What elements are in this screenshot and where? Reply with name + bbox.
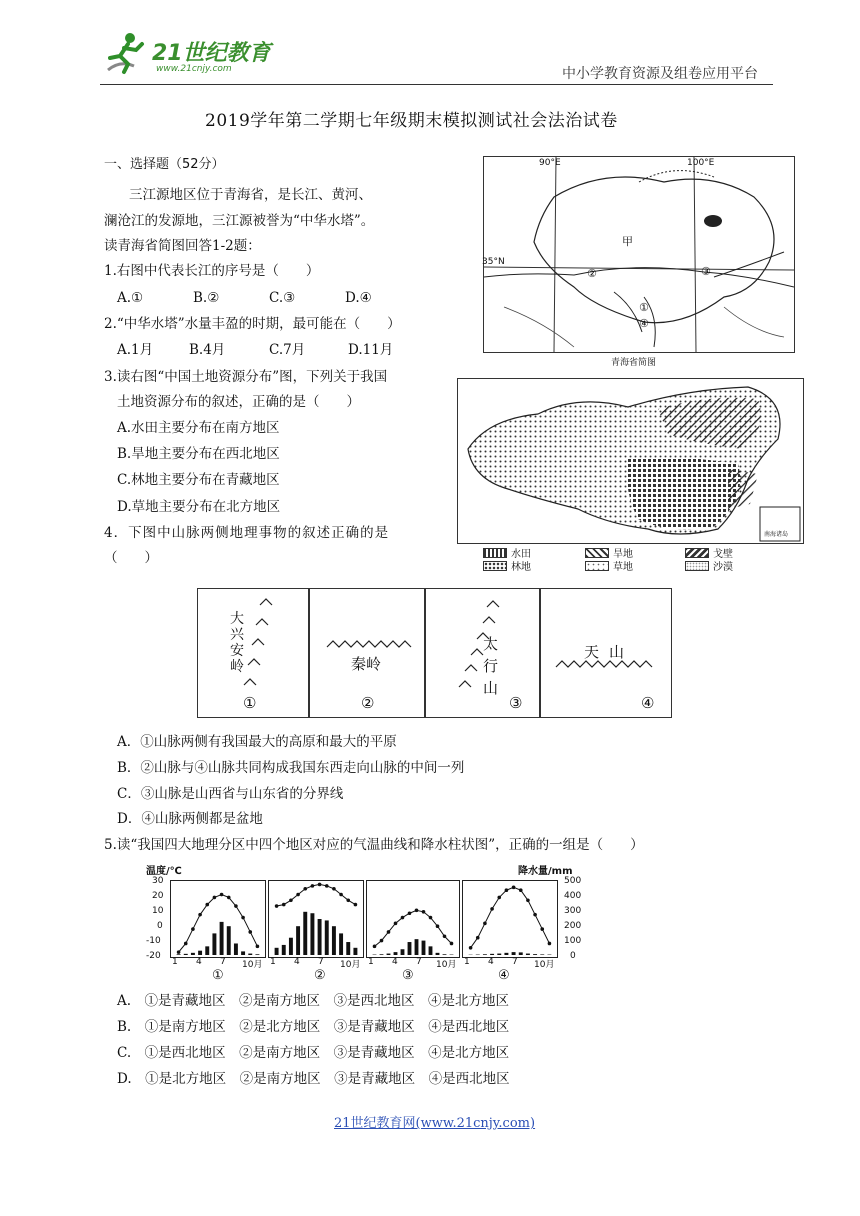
- precipitation-bar: [282, 945, 286, 955]
- desert-swatch-icon: [685, 561, 709, 571]
- precipitation-bar: [227, 926, 231, 955]
- precipitation-bar: [533, 954, 537, 955]
- temperature-line: [375, 910, 452, 946]
- x-tick: 4: [392, 957, 398, 967]
- q2-option-a[interactable]: A.1月: [117, 342, 154, 358]
- y-left-tick-m20: -20: [146, 951, 161, 961]
- q4-option-c[interactable]: C．③山脉是山西省与山东省的分界线: [117, 786, 344, 802]
- x-tick: 4: [488, 957, 494, 967]
- q3-stem-1: 3.读右图“中国土地资源分布”图，下列关于我国: [104, 369, 388, 385]
- mountain-num-2: ②: [361, 694, 375, 712]
- x-tick: 4: [294, 957, 300, 967]
- x-tick: 10月: [436, 960, 457, 970]
- temperature-point: [339, 893, 343, 897]
- china-map-inset-label: 南海诸岛: [764, 531, 789, 538]
- precipitation-bar: [198, 951, 202, 955]
- precipitation-bar: [540, 954, 544, 955]
- intro-line-2: 澜沧江的发源地，三江源被誉为“中华水塔”。: [104, 213, 375, 229]
- temperature-point: [483, 922, 487, 926]
- climate-plot-2: [269, 881, 363, 957]
- x-tick: 7: [318, 957, 324, 967]
- q2-option-b[interactable]: B.4月: [189, 342, 226, 358]
- qinghai-marker-3: ③: [701, 265, 711, 278]
- q3-stem-2: 土地资源分布的叙述，正确的是（ ）: [117, 394, 360, 410]
- legend-dryland-label: 旱地: [613, 549, 633, 560]
- temperature-point: [227, 896, 231, 900]
- q4-stem-2: （ ）: [104, 550, 158, 566]
- q1-option-a[interactable]: A.①: [117, 290, 144, 306]
- intro-line-1: 三江源地区位于青海省，是长江、黄河、: [129, 187, 372, 203]
- q1-option-c[interactable]: C.③: [269, 290, 296, 306]
- legend-forest-label: 林地: [511, 562, 531, 573]
- x-tick: 7: [220, 957, 226, 967]
- precipitation-bar: [212, 933, 216, 955]
- logo: [100, 30, 280, 80]
- q3-option-d[interactable]: D.草地主要分布在北方地区: [117, 499, 281, 515]
- x-tick: 7: [416, 957, 422, 967]
- precipitation-bar: [318, 919, 322, 955]
- header-rule: [100, 84, 773, 85]
- qinghai-marker-4: ④: [639, 317, 649, 330]
- q4-option-d[interactable]: D．④山脉两侧都是盆地: [117, 811, 263, 827]
- temperature-point: [191, 927, 195, 931]
- climate-chart-1: [170, 880, 266, 958]
- x-tick: 10月: [242, 960, 263, 970]
- precipitation-bar: [310, 913, 314, 955]
- climate-plot-4: [463, 881, 557, 957]
- precipitation-bar: [205, 946, 209, 955]
- temperature-point: [241, 916, 245, 920]
- temperature-point: [476, 936, 480, 940]
- precipitation-bar: [234, 943, 238, 955]
- y-right-tick-100: 100: [564, 936, 582, 946]
- qinghai-lat-35: 35°N: [482, 257, 505, 267]
- temperature-point: [512, 886, 516, 890]
- x-tick: 1: [172, 957, 178, 967]
- precipitation-bar: [220, 922, 224, 955]
- legend-desert-label: 沙漠: [713, 562, 733, 573]
- temperature-point: [354, 903, 358, 907]
- temperature-point: [422, 910, 426, 914]
- precipitation-bar: [519, 952, 523, 955]
- precipitation-bar: [504, 953, 508, 955]
- climate-label-4: ④: [498, 968, 510, 983]
- precipitation-bar: [303, 912, 307, 955]
- paddy-swatch-icon: [483, 548, 507, 558]
- x-tick: 10月: [340, 960, 361, 970]
- x-tick: 1: [368, 957, 374, 967]
- precipitation-bar: [191, 953, 195, 955]
- climate-charts: [140, 862, 600, 987]
- temperature-point: [533, 913, 537, 917]
- temperature-point: [415, 909, 419, 913]
- precipitation-bar: [289, 938, 293, 955]
- legend-paddy-label: 水田: [511, 549, 531, 560]
- temperature-point: [184, 942, 188, 946]
- precipitation-bar: [512, 952, 516, 955]
- page-title: 2019学年第二学期七年级期末模拟测试社会法治试卷: [205, 111, 618, 131]
- climate-label-2: ②: [314, 968, 326, 983]
- precipitation-bar: [184, 954, 188, 955]
- mountain-name-4: 天山: [584, 643, 635, 661]
- y-right-tick-0: 0: [570, 951, 576, 961]
- temperature-point: [303, 887, 307, 891]
- temperature-line: [471, 887, 550, 947]
- temperature-point: [394, 922, 398, 926]
- temperature-point: [450, 942, 454, 946]
- temperature-point: [325, 884, 329, 888]
- q4-option-a[interactable]: A．①山脉两侧有我国最大的高原和最大的平原: [117, 734, 397, 750]
- y-right-tick-500: 500: [564, 876, 582, 886]
- temperature-point: [256, 945, 260, 949]
- q2-option-c[interactable]: C.7月: [269, 342, 306, 358]
- precipitation-bar: [387, 954, 391, 955]
- temperature-point: [401, 916, 405, 920]
- gobi-swatch-icon: [685, 548, 709, 558]
- temperature-point: [205, 903, 209, 907]
- temperature-point: [234, 904, 238, 908]
- temperature-point: [469, 946, 473, 950]
- mountains-figure: [197, 588, 672, 718]
- precipitation-bar: [394, 952, 398, 955]
- q3-option-b[interactable]: B.旱地主要分布在西北地区: [117, 446, 280, 462]
- precipitation-bar: [241, 951, 245, 955]
- precipitation-bar: [526, 954, 530, 955]
- climate-y-right-title: 降水量/mm: [518, 866, 573, 877]
- mountain-name-3: 太行山: [483, 635, 499, 697]
- x-tick: 1: [270, 957, 276, 967]
- temperature-point: [373, 945, 377, 949]
- temperature-point: [311, 884, 315, 888]
- temperature-point: [248, 930, 252, 934]
- precipitation-bar: [490, 954, 494, 955]
- mountain-num-1: ①: [243, 694, 257, 712]
- precipitation-bar: [353, 948, 357, 955]
- q5-option-b[interactable]: B. ①是南方地区 ②是北方地区 ③是青藏地区 ④是西北地区: [117, 1019, 510, 1035]
- precipitation-bar: [255, 954, 259, 955]
- q1-option-d[interactable]: D.④: [345, 290, 372, 306]
- climate-y-left-title: 温度/℃: [146, 866, 182, 877]
- legend-grassland: [585, 558, 633, 573]
- precipitation-bar: [346, 942, 350, 955]
- precipitation-bar: [296, 926, 300, 955]
- climate-label-1: ①: [212, 968, 224, 983]
- climate-chart-3: [366, 880, 460, 958]
- climate-label-3: ③: [402, 968, 414, 983]
- x-tick: 1: [464, 957, 470, 967]
- q1-option-b[interactable]: B.②: [193, 290, 220, 306]
- y-left-tick-10: 10: [152, 906, 164, 916]
- section-heading: 一、选择题（52分）: [104, 157, 225, 172]
- temperature-point: [540, 927, 544, 931]
- q1-stem: 1.右图中代表长江的序号是（ ）: [104, 263, 320, 279]
- q5-option-d[interactable]: D. ①是北方地区 ②是南方地区 ③是青藏地区 ④是西北地区: [117, 1071, 510, 1087]
- temperature-point: [289, 898, 293, 902]
- y-right-tick-300: 300: [564, 906, 582, 916]
- climate-plot-3: [367, 881, 459, 957]
- precipitation-bar: [436, 953, 440, 955]
- climate-plot-1: [171, 881, 265, 957]
- precipitation-bar: [248, 954, 252, 955]
- intro-line-3: 读青海省简图回答1-2题：: [104, 238, 261, 254]
- temperature-point: [490, 907, 494, 911]
- q3-option-a[interactable]: A.水田主要分布在南方地区: [117, 420, 280, 436]
- x-tick: 4: [196, 957, 202, 967]
- mountain-panel-4: [539, 588, 672, 718]
- q2-stem: 2.“中华水塔”水量丰盈的时期，最可能在（ ）: [104, 316, 401, 332]
- y-left-tick-30: 30: [152, 876, 164, 886]
- qinghai-map-caption: 青海省简图: [611, 358, 657, 368]
- precipitation-bar: [177, 954, 181, 955]
- climate-chart-4: [462, 880, 558, 958]
- header-slogan: 中小学教育资源及组卷应用平台: [562, 66, 758, 82]
- q5-option-c[interactable]: C. ①是西北地区 ②是南方地区 ③是青藏地区 ④是北方地区: [117, 1045, 510, 1061]
- mountain-name-1: 大兴安岭: [230, 611, 244, 675]
- precipitation-bar: [380, 954, 384, 955]
- qinghai-lon-90: 90°E: [539, 158, 561, 168]
- y-left-tick-20: 20: [152, 891, 164, 901]
- y-left-tick-0: 0: [157, 921, 163, 931]
- temperature-point: [519, 888, 523, 892]
- precipitation-bar: [339, 933, 343, 955]
- temperature-point: [275, 904, 279, 908]
- qinghai-map: [483, 156, 795, 353]
- q3-option-c[interactable]: C.林地主要分布在青藏地区: [117, 472, 280, 488]
- dryland-swatch-icon: [585, 548, 609, 558]
- temperature-point: [436, 924, 440, 928]
- precipitation-bar: [422, 941, 426, 955]
- temperature-point: [526, 898, 530, 902]
- temperature-point: [497, 896, 501, 900]
- q2-option-d[interactable]: D.11月: [348, 342, 394, 358]
- climate-chart-2: [268, 880, 364, 958]
- mountain-num-3: ③: [509, 694, 523, 712]
- precipitation-bar: [332, 926, 336, 955]
- china-land-map: [457, 378, 804, 544]
- temperature-point: [296, 893, 300, 897]
- temperature-line: [179, 895, 258, 953]
- legend-desert: [685, 558, 733, 573]
- precipitation-bar: [483, 954, 487, 955]
- temperature-point: [318, 883, 322, 887]
- legend-gobi-label: 戈壁: [713, 549, 733, 560]
- qinghai-jia: 甲: [622, 235, 633, 248]
- precipitation-bar: [325, 920, 329, 955]
- temperature-point: [408, 911, 412, 915]
- precipitation-bar: [429, 946, 433, 955]
- precipitation-bar: [275, 948, 279, 955]
- y-right-tick-200: 200: [564, 921, 582, 931]
- china-map-legend: [483, 545, 783, 571]
- temperature-point: [548, 942, 552, 946]
- q5-option-a[interactable]: A. ①是青藏地区 ②是南方地区 ③是西北地区 ④是北方地区: [117, 993, 510, 1009]
- footer-link[interactable]: 21世纪教育网(www.21cnjy.com): [334, 1116, 536, 1131]
- legend-grassland-label: 草地: [613, 562, 633, 573]
- precipitation-bar: [443, 954, 447, 955]
- qinghai-marker-1: ①: [639, 301, 649, 314]
- x-tick: 10月: [534, 960, 555, 970]
- runner-logo-icon: [100, 30, 152, 76]
- temperature-line: [277, 884, 356, 906]
- y-right-tick-400: 400: [564, 891, 582, 901]
- temperature-point: [332, 887, 336, 891]
- temperature-point: [346, 898, 350, 902]
- temperature-point: [429, 916, 433, 920]
- precipitation-bar: [415, 939, 419, 955]
- precipitation-bar: [408, 942, 412, 955]
- mountain-panel-3: [424, 588, 541, 718]
- mountain-num-4: ④: [641, 694, 655, 712]
- temperature-point: [443, 934, 447, 938]
- logo-sub-text: www.21cnjy.com: [156, 64, 232, 74]
- q4-option-b[interactable]: B．②山脉与④山脉共同构成我国东西走向山脉的中间一列: [117, 760, 465, 776]
- legend-forest: [483, 558, 531, 573]
- precipitation-bar: [401, 949, 405, 955]
- logo-main-text: 21世纪教育: [152, 41, 271, 66]
- temperature-point: [505, 888, 509, 892]
- mountain-panel-2: [308, 588, 426, 718]
- x-tick: 7: [512, 957, 518, 967]
- temperature-point: [380, 939, 384, 943]
- temperature-point: [387, 930, 391, 934]
- qinghai-lon-100: 100°E: [687, 158, 715, 168]
- precipitation-bar: [497, 954, 501, 955]
- temperature-point: [220, 893, 224, 897]
- mountain-panel-1: [197, 588, 310, 718]
- q5-stem: 5.读“我国四大地理分区中四个地区对应的气温曲线和降水柱状图”，正确的一组是（ ）: [104, 837, 644, 853]
- q4-stem-1: 4．下图中山脉两侧地理事物的叙述正确的是: [104, 525, 390, 541]
- temperature-point: [198, 913, 202, 917]
- forest-swatch-icon: [483, 561, 507, 571]
- y-left-tick-m10: -10: [146, 936, 161, 946]
- qinghai-marker-2: ②: [587, 267, 597, 280]
- temperature-point: [213, 896, 217, 900]
- temperature-point: [177, 950, 181, 954]
- temperature-point: [282, 903, 286, 907]
- grassland-swatch-icon: [585, 561, 609, 571]
- mountain-name-2: 秦岭: [351, 655, 382, 673]
